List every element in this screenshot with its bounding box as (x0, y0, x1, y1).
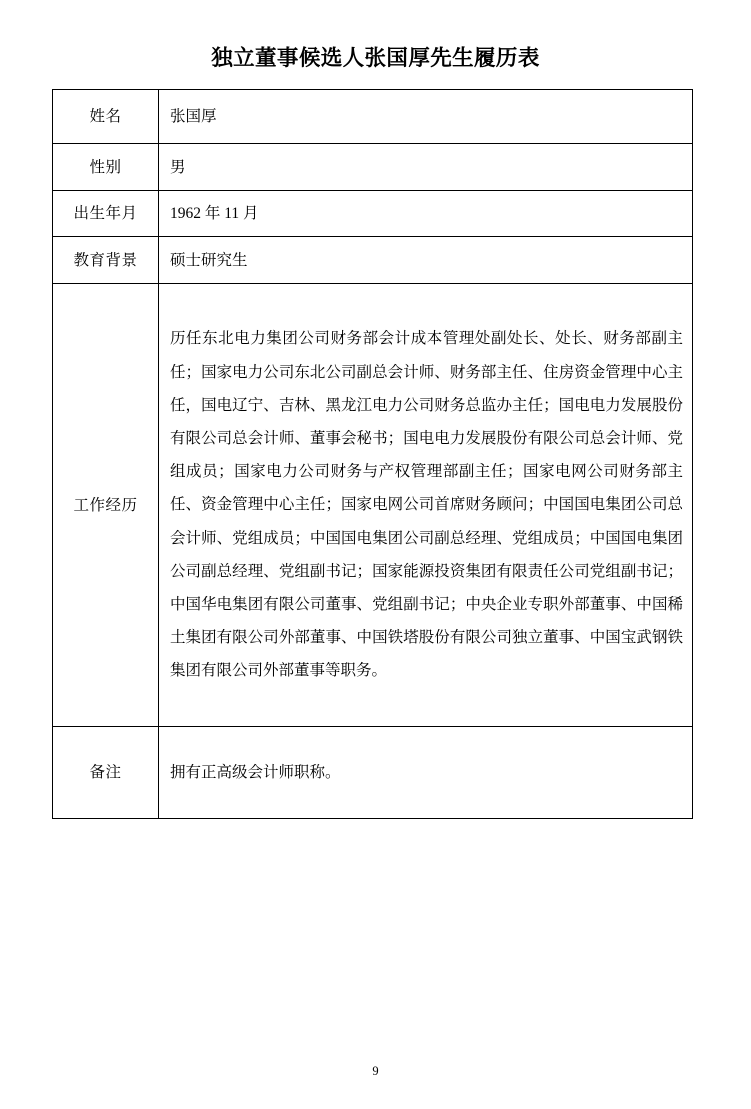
row-value-education: 硕士研究生 (159, 237, 693, 284)
table-row-gender (53, 144, 693, 191)
table-row-education (53, 237, 693, 284)
row-label-work-experience: 工作经历 (53, 284, 159, 727)
remarks-text: 拥有正高级会计师职称。 (170, 764, 341, 781)
row-value-name: 张国厚 (159, 90, 693, 144)
table-row-birth-date (53, 191, 693, 237)
page-title: 独立董事候选人张国厚先生履历表 (211, 46, 540, 70)
row-label-education: 教育背景 (53, 237, 159, 284)
table-row-name (53, 90, 693, 144)
row-value-gender: 男 (159, 144, 693, 191)
table-row-work-experience (53, 284, 693, 727)
row-value-birth-date: 1962 年 11 月 (159, 191, 693, 237)
row-label-gender: 性别 (53, 144, 159, 191)
resume-table (52, 89, 693, 819)
table-row-remarks (53, 727, 693, 819)
page-number: 9 (372, 1064, 379, 1078)
row-value-remarks-cell (159, 727, 693, 819)
row-label-birth-date: 出生年月 (53, 191, 159, 237)
row-label-remarks: 备注 (53, 727, 159, 819)
work-experience-text: 历任东北电力集团公司财务部会计成本管理处副处长、处长、财务部副主任；国家电力公司东北公司副总会计师、财务部主任、住房资金管理中心主任，国电辽宁、吉林、黑龙江电力公司财务总监办主任；国电电力发展股份有限公司总会计师、董事会秘书；国电电力发展股份有限公司总会计师、党组成员；国家电力公司财务与产权管理部副主任；国家电网公司财务部主任、资金管理中心主任；国家电网公司首席财务顾问；中国国电集团公司总会计师、党组成员；中国国电集团公司副总经理、党组成员；中国国电集团公司副总经理、党组副书记；国家能源投资集团有限责任公司党组副书记；中国华电集团有限公司董事、党组副书记；中央企业专职外部董事、中国稀土集团有限公司外部董事、中国铁塔股份有限公司独立董事、中国宝武钢铁集团有限公司外部董事等职务。 (170, 330, 683, 680)
row-value-work-experience-cell (159, 284, 693, 727)
row-label-name: 姓名 (53, 90, 159, 144)
